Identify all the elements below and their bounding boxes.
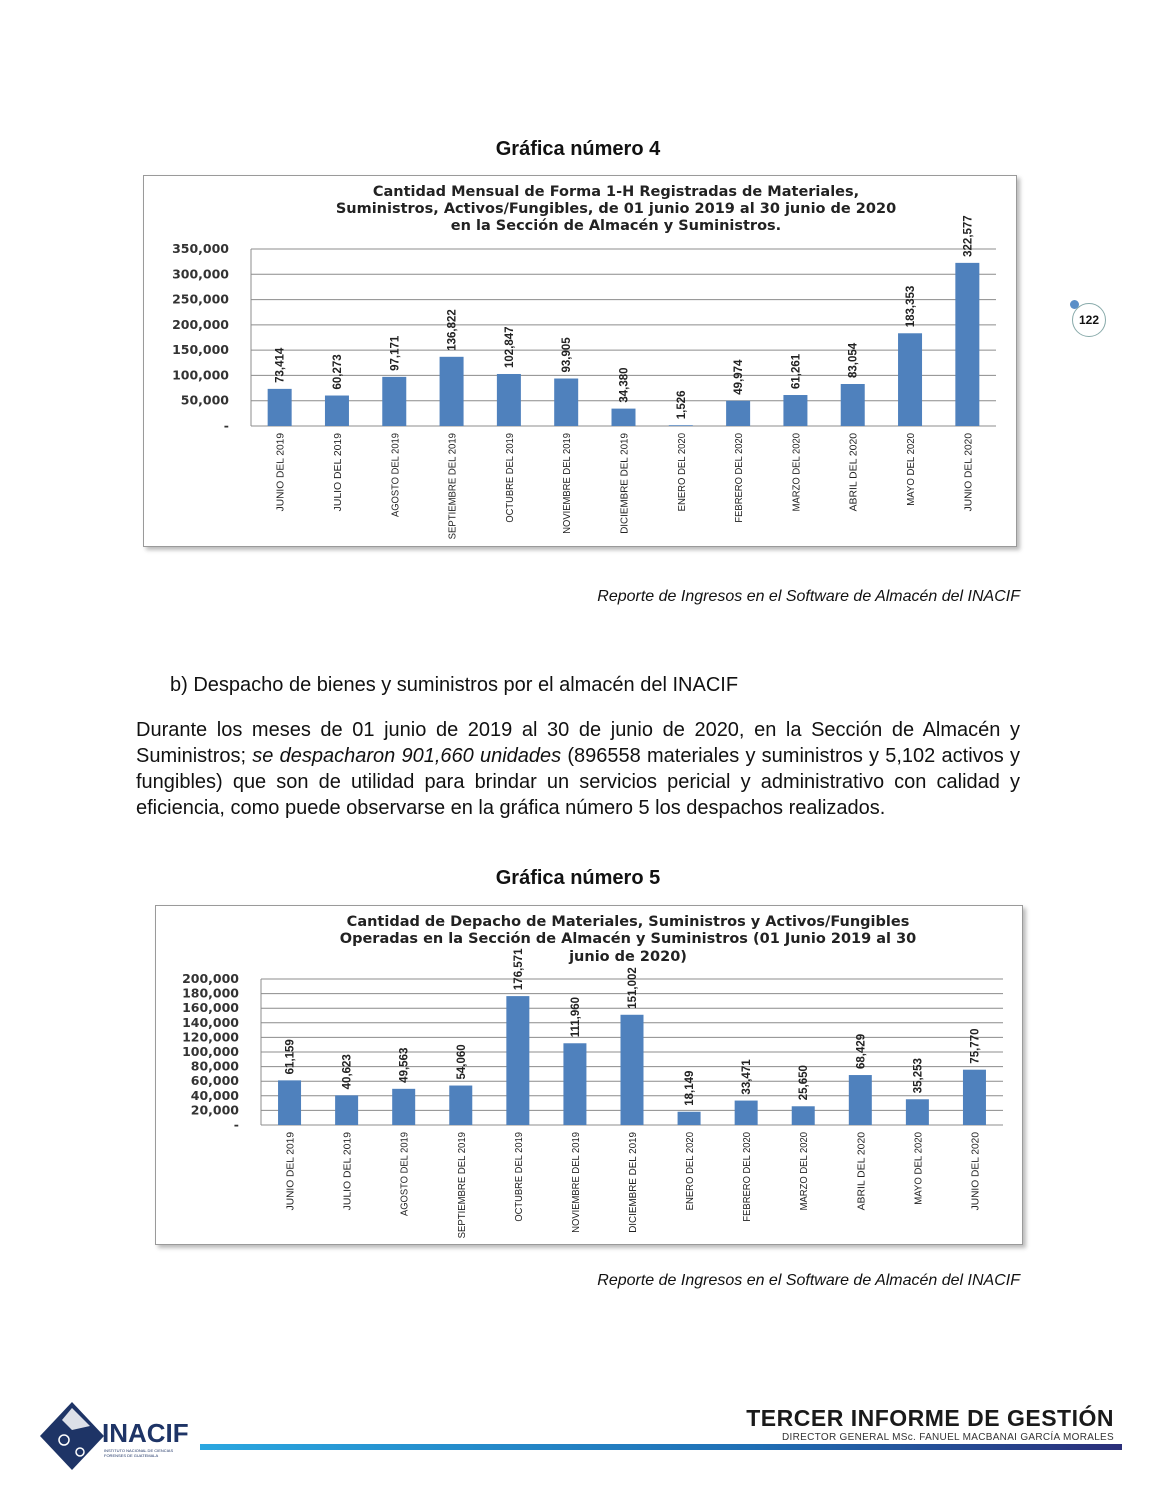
bar-value-label: 183,353 — [905, 285, 918, 328]
bar — [735, 1101, 758, 1125]
bar-value-label: 49,974 — [733, 359, 746, 395]
bar — [849, 1075, 872, 1125]
x-category-label: MAYO DEL 2020 — [912, 1125, 925, 1205]
bar-value-label: 49,563 — [398, 1047, 411, 1083]
bar — [335, 1095, 358, 1125]
y-tick-label: 350,000 — [172, 241, 229, 256]
x-category-label: MARZO DEL 2020 — [798, 1123, 811, 1211]
y-tick-label: - — [223, 418, 229, 433]
bar-value-label: 35,253 — [912, 1058, 925, 1094]
chart4-container — [143, 175, 1017, 547]
y-tick-label: 140,000 — [182, 1014, 239, 1030]
bar-value-label: 34,380 — [618, 367, 631, 403]
x-category-label: SEPTIEMBRE DEL 2019 — [455, 1121, 468, 1239]
x-category-label: ENERO DEL 2020 — [684, 1123, 697, 1211]
y-tick-label: 100,000 — [172, 367, 229, 383]
bar-value-label: 54,060 — [455, 1044, 468, 1080]
bar-value-label: 102,847 — [503, 326, 516, 368]
y-tick-label: 80,000 — [190, 1058, 239, 1074]
chart-title-line: Operadas en la Sección de Almacén y Suministros (01 Junio 2019 al 30 — [339, 931, 917, 947]
page-number: 122 — [1072, 303, 1106, 337]
x-category-label: JULIO DEL 2019 — [341, 1131, 354, 1211]
x-category-label: DICIEMBRE DEL 2019 — [618, 426, 631, 534]
x-category-label: OCTUBRE DEL 2019 — [512, 1121, 525, 1222]
y-tick-label: 120,000 — [182, 1029, 239, 1045]
chart5-source-note: Reporte de Ingresos en el Software de Almacén del INACIF — [597, 1272, 1020, 1289]
report-subtitle: DIRECTOR GENERAL MSc. FANUEL MACBANAI GARCÍA MORALES — [782, 1432, 1114, 1443]
bar — [963, 1070, 986, 1125]
bar-value-label: 1,526 — [675, 390, 688, 420]
y-tick-label: 20,000 — [190, 1102, 239, 1118]
bar — [792, 1106, 815, 1125]
bar — [669, 425, 693, 426]
inacif-logo — [40, 1400, 210, 1474]
paragraph-text: Durante los meses de 01 junio de 2019 al 30 de junio de 2020, en la Sección de Almacén y Suministros; — [136, 719, 1020, 767]
x-category-label: FEBRERO DEL 2020 — [741, 1121, 754, 1222]
x-category-label: JUNIO DEL 2020 — [969, 1129, 982, 1211]
x-category-label: AGOSTO DEL 2019 — [389, 423, 402, 517]
y-tick-label: 40,000 — [190, 1087, 239, 1103]
y-tick-label: 300,000 — [172, 266, 229, 282]
bar-value-label: 40,623 — [341, 1054, 354, 1090]
y-tick-label: 180,000 — [182, 985, 239, 1001]
chart-title-line: en la Sección de Almacén y Suministros. — [450, 218, 782, 234]
x-category-label: MARZO DEL 2020 — [790, 424, 803, 512]
x-category-label: JUNIO DEL 2019 — [274, 430, 287, 512]
chart4-svg — [144, 176, 1018, 548]
chart-title-line: Cantidad de Depacho de Materiales, Suministros y Activos/Fungibles — [346, 914, 910, 930]
bar-value-label: 61,261 — [790, 353, 803, 390]
bar-value-label: 25,650 — [798, 1065, 811, 1101]
x-category-label: FEBRERO DEL 2020 — [733, 422, 746, 523]
bar-value-label: 73,414 — [274, 347, 287, 383]
bar — [621, 1015, 644, 1125]
x-category-label: AGOSTO DEL 2019 — [398, 1122, 411, 1216]
bar — [506, 996, 529, 1125]
bar-value-label: 18,149 — [684, 1070, 697, 1106]
bar-value-label: 33,471 — [741, 1059, 754, 1095]
bar-value-label: 111,960 — [569, 996, 582, 1038]
y-tick-label: 100,000 — [182, 1044, 239, 1059]
x-category-label: OCTUBRE DEL 2019 — [503, 422, 516, 523]
bar — [841, 384, 865, 426]
report-title: TERCER INFORME DE GESTIÓN — [746, 1405, 1114, 1431]
bar — [554, 379, 578, 426]
logo-subtext: INSTITUTO NACIONAL DE CIENCIAS FORENSES DE GUATEMALA — [104, 1448, 174, 1458]
bar-value-label: 136,822 — [446, 309, 459, 351]
bar — [392, 1089, 415, 1125]
bar — [906, 1099, 929, 1125]
bar-value-label: 97,171 — [389, 335, 402, 371]
x-category-label: JUNIO DEL 2020 — [962, 430, 975, 512]
paragraph-emphasis: se despacharon 901,660 unidades — [252, 745, 562, 767]
section-b-heading: b) Despacho de bienes y suministros por el almacén del INACIF — [170, 674, 739, 696]
y-tick-label: 150,000 — [172, 342, 229, 358]
x-category-label: NOVIEMBRE DEL 2019 — [561, 421, 574, 534]
bar-value-label: 60,273 — [331, 354, 344, 390]
logo-text: INACIF — [102, 1418, 189, 1448]
x-category-label: JUNIO DEL 2019 — [284, 1129, 297, 1211]
paragraph-text: (896558 materiales y suministros y 5,102 activos y fungibles) que son de utilidad para brindar un servicios pericial y administrativo con calidad y eficiencia, como puede observarse en la gráfica número 5 los despachos realizados. — [136, 745, 1020, 819]
y-tick-label: 250,000 — [172, 291, 229, 307]
bar — [382, 377, 406, 426]
bar — [726, 401, 750, 426]
x-category-label: ENERO DEL 2020 — [675, 424, 688, 512]
bar — [678, 1112, 701, 1125]
bar-value-label: 151,002 — [627, 967, 639, 1009]
bar-value-label: 83,054 — [847, 342, 860, 378]
y-tick-label: - — [233, 1117, 239, 1132]
bar — [955, 263, 979, 426]
chart5-svg — [156, 906, 1024, 1246]
y-tick-label: 160,000 — [182, 1000, 239, 1016]
x-category-label: DICIEMBRE DEL 2019 — [627, 1125, 639, 1233]
chart4-source-note: Reporte de Ingresos en el Software de Almacén del INACIF — [597, 588, 1020, 605]
chart-title-line: junio de 2020) — [569, 949, 687, 965]
y-tick-label: 200,000 — [182, 971, 239, 986]
chart-title-line: Suministros, Activos/Fungibles, de 01 junio 2019 al 30 junio de 2020 — [335, 201, 897, 217]
bar-value-label: 68,429 — [855, 1033, 868, 1070]
bar — [268, 389, 292, 426]
bar — [898, 333, 922, 426]
x-category-label: SEPTIEMBRE DEL 2019 — [446, 422, 459, 540]
bar — [612, 409, 636, 426]
body-paragraph — [136, 717, 1020, 821]
chart4-heading: Gráfica número 4 — [495, 138, 661, 160]
y-tick-label: 60,000 — [190, 1073, 239, 1089]
bar-value-label: 75,770 — [969, 1028, 982, 1064]
x-category-label: JULIO DEL 2019 — [331, 432, 344, 512]
bar — [278, 1080, 301, 1125]
y-tick-label: 200,000 — [172, 316, 229, 332]
bar — [783, 395, 807, 426]
bar-value-label: 93,905 — [561, 337, 574, 373]
x-category-label: MAYO DEL 2020 — [905, 426, 918, 506]
y-tick-label: 50,000 — [180, 392, 229, 408]
bar — [497, 374, 521, 426]
bar-value-label: 322,577 — [962, 215, 975, 257]
bar-value-label: 61,159 — [284, 1039, 297, 1075]
bar — [563, 1043, 586, 1125]
chart-title-line: Cantidad Mensual de Forma 1-H Registradas de Materiales, — [372, 184, 860, 200]
bar-value-label: 176,571 — [512, 948, 525, 991]
chart5-heading: Gráfica número 5 — [495, 867, 661, 889]
chart5-container — [155, 905, 1023, 1245]
bar — [440, 357, 464, 426]
x-category-label: ABRIL DEL 2020 — [855, 1131, 868, 1211]
bar — [449, 1086, 472, 1125]
x-category-label: ABRIL DEL 2020 — [847, 432, 860, 512]
footer-divider — [200, 1444, 1122, 1450]
x-category-label: NOVIEMBRE DEL 2019 — [569, 1120, 582, 1233]
bar — [325, 396, 349, 426]
